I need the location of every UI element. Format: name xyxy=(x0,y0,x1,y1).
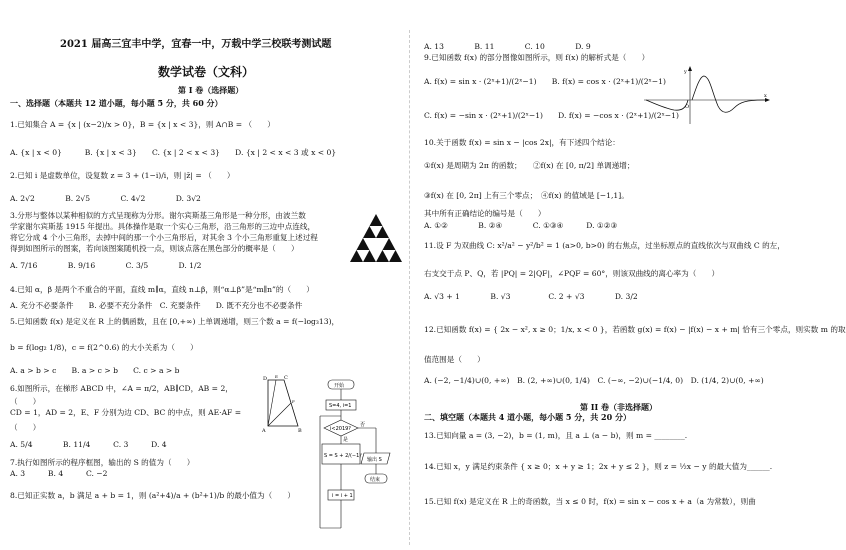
question-7: 7.执行如图所示的程序框图，输出的 S 的值为（ ） xyxy=(10,458,195,467)
question-1: 1.已知集合 A = {x | (x−2)/x > 0}，B = {x | x < 3}，则 A∩B = （ ） xyxy=(10,120,275,129)
label-c: C xyxy=(284,375,288,381)
q10-statements-1: ①f(x) 是周期为 2π 的函数； ②f(x) 在 [0, π/2] 单调递增； xyxy=(424,161,635,170)
exam-title: 2021 届高三宜丰中学，宜春一中，万载中学三校联考测试题 xyxy=(60,39,332,50)
trapezoid-figure xyxy=(258,372,308,434)
question-12: 12.已知函数 f(x) = { 2x − x², x ≥ 0；1/x, x < 0 }，若函数 g(x) = f(x) − |f(x) − x + m| 恰有三个零点，则实数 m 的取 xyxy=(424,325,846,334)
question-15: 15.已知 f(x) 是定义在 R 上的奇函数，当 x ≤ 0 时，f(x) = sin x − cos x + a（a 为常数），则曲 xyxy=(424,497,756,506)
right-column xyxy=(420,0,846,550)
q5-options: A. a > b > c B. a > c > b C. c > a > b xyxy=(10,366,180,375)
q2-options: A. 2√2 B. 2√5 C. 4√2 D. 3√2 xyxy=(10,194,201,203)
section-2-heading: 二、填空题（本题共 4 道小题，每小题 5 分，共 20 分） xyxy=(424,412,631,422)
question-13: 13.已知向量 a = (3, −2)，b = (1, m)，且 a ⊥ (a − b)，则 m = ________. xyxy=(424,431,688,440)
question-2: 2.已知 i 是虚数单位，设复数 z = 3 + (1−i)/i，则 |z̄| = （ ） xyxy=(10,171,235,180)
label-f: F xyxy=(292,399,295,404)
question-3-line-1: 3.分形与整体以某种相似的方式呈现称为分形。谢尔宾斯基三角形是一种分形，由波兰数 xyxy=(10,211,306,220)
label-e: E xyxy=(275,374,278,379)
section-1-heading: 一、选择题（本题共 12 道小题，每小题 5 分，共 60 分） xyxy=(10,98,223,108)
fc-yes: 是 xyxy=(343,437,349,443)
q10-prompt: 其中所有正确结论的编号是（ ） xyxy=(424,209,546,218)
question-3-line-3: 将它分成 4 个小三角形，去掉中间的那一个小三角形后，对其余 3 个小三角形重复上述过程 xyxy=(10,233,318,242)
q1-options: A. {x | x < 0} B. {x | x < 3} C. {x | 2 < x < 3} D. {x | 2 < x < 3 或 x < 0} xyxy=(10,148,337,157)
question-6-line-2: CD = 1，AD = 2，E、F 分别为边 CD、BC 的中点，则 AE·AF = xyxy=(10,408,242,417)
exam-subtitle: 数学试卷（文科） xyxy=(158,65,255,79)
q10-statements-2: ③f(x) 在 [0, 2π] 上有三个零点； ④f(x) 的值域是 [−1,1]。 xyxy=(424,191,629,200)
q11-options: A. √3 + 1 B. √3 C. 2 + √3 D. 3/2 xyxy=(424,292,638,301)
fc-no: 否 xyxy=(360,422,366,428)
question-11-line-2: 右支交于点 P、Q，若 |PQ| = 2|QF|，∠PQF = 60°，则该双曲线的离心率为（ ） xyxy=(424,269,720,278)
label-b: B xyxy=(298,428,302,434)
q4-options: A. 充分不必要条件 B. 必要不充分条件 C. 充要条件 D. 既不充分也不必要条件 xyxy=(10,301,303,310)
q6-bracket-2: （ ） xyxy=(10,423,41,432)
q9-options-cd: C. f(x) = −sin x · (2ˣ+1)/(2ˣ−1) D. f(x) = −cos x · (2ˣ+1)/(2ˣ−1) xyxy=(424,111,679,120)
question-10: 10.关于函数 f(x) = sin x − |cos 2x|，有下述四个结论： xyxy=(424,138,620,147)
origin-label: O xyxy=(685,104,690,110)
question-9: 9.已知函数 f(x) 的部分图像如图所示，则 f(x) 的解析式是（ ） xyxy=(424,53,650,62)
q12-options: A. (−2, −1/4)∪(0, +∞) B. (2, +∞)∪(0, 1/4) C. (−∞, −2)∪(−1/4, 0) D. (1/4, 2)∪(0, +∞) xyxy=(424,376,764,385)
column-divider xyxy=(409,30,410,545)
question-12-line-2: 值范围是（ ） xyxy=(424,355,485,364)
fc-output: 输出 S xyxy=(367,457,382,463)
fc-condition: i<2019? xyxy=(330,426,351,432)
flowchart-figure xyxy=(318,378,393,548)
question-8: 8.已知正实数 a，b 满足 a + b = 1，则 (a²+4)/a + (b²+1)/b 的最小值为（ ） xyxy=(10,491,295,500)
fc-init: S=4, i=1 xyxy=(329,403,352,409)
question-11: 11.设 F 为双曲线 C: x²/a² − y²/b² = 1 (a>0, b>0) 的右焦点，过坐标原点的直线依次与双曲线 C 的左， xyxy=(424,241,785,250)
q8-options: A. 13 B. 11 C. 10 D. 9 xyxy=(424,42,591,51)
x-axis-label: x xyxy=(764,93,767,99)
question-5-line-2: b = f(log₂ 1/8)，c = f(2^0.6) 的大小关系为（ ） xyxy=(10,343,198,352)
question-5: 5.已知函数 f(x) 是定义在 R 上的偶函数，且在 [0,+∞) 上单调递增，则三个数 a = f(−log₃13)， xyxy=(10,317,340,326)
function-graph xyxy=(642,64,774,126)
label-d: D xyxy=(263,376,268,382)
question-6: 6.如图所示，在梯形 ABCD 中，∠A = π/2，AB∥CD，AB = 2， xyxy=(10,384,233,393)
question-3-line-4: 得到如图所示的图案，若向该图案随机投一点，则该点落在黑色部分的概率是（ ） xyxy=(10,244,299,253)
label-a: A xyxy=(262,428,266,434)
y-axis-label: y xyxy=(684,69,687,75)
q6-bracket: （ ） xyxy=(10,397,41,406)
q6-options: A. 5/4 B. 11/4 C. 3 D. 4 xyxy=(10,440,167,449)
fc-increment: i = i + 1 xyxy=(332,493,353,499)
fc-end: 结束 xyxy=(370,477,381,483)
left-column xyxy=(8,0,393,550)
volume-1-heading: 第 I 卷（选择题） xyxy=(178,85,244,95)
volume-2-heading: 第 II 卷（非选择题） xyxy=(580,402,658,412)
q9-options-ab: A. f(x) = sin x · (2ˣ+1)/(2ˣ−1) B. f(x) = cos x · (2ˣ+1)/(2ˣ−1) xyxy=(424,77,666,86)
question-14: 14.已知 x，y 满足约束条件 { x ≥ 0；x + y ≥ 1；2x + y ≤ 2 }，则 z = ½x − y 的最大值为______. xyxy=(424,462,773,471)
q7-options: A. 3 B. 4 C. −2 xyxy=(10,469,108,478)
q10-options: A. ①② B. ②④ C. ①③④ D. ①②③ xyxy=(424,221,618,230)
fc-assign: S = S + 2/(−1)ⁱ xyxy=(324,453,363,459)
sierpinski-figure xyxy=(348,212,404,264)
q3-options: A. 7/16 B. 9/16 C. 3/5 D. 1/2 xyxy=(10,261,202,270)
question-4: 4.已知 α，β 是两个不重合的平面，直线 m∥α，直线 n⊥β，则“α⊥β”是“m∥n”的（ ） xyxy=(10,285,314,294)
question-3-line-2: 学家谢尔宾斯基 1915 年提出。具体操作是取一个实心三角形，沿三角形的三边中点连线， xyxy=(10,222,316,231)
fc-start: 开始 xyxy=(334,383,345,389)
